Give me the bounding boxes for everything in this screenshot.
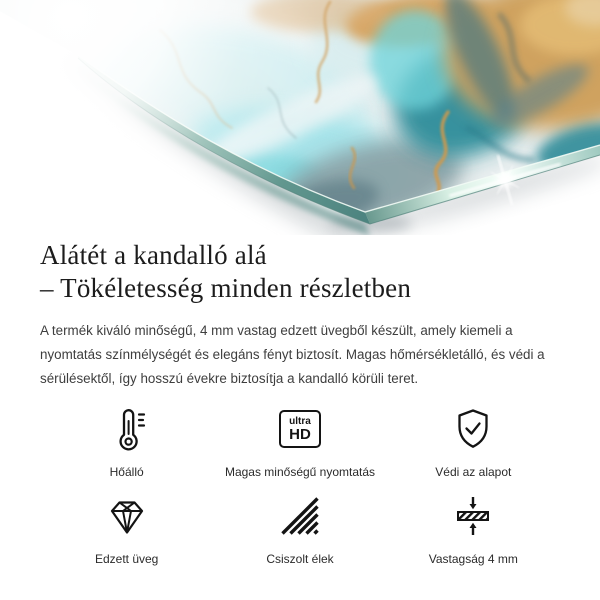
feature-label: Védi az alapot bbox=[435, 465, 512, 479]
page-title-line2: – Tökéletesség minden részletben bbox=[40, 273, 412, 303]
shield-check-icon bbox=[449, 405, 497, 453]
feature-base-protection bbox=[387, 405, 560, 479]
page-title-line1: Alátét a kandalló alá bbox=[40, 240, 267, 270]
diamond-icon bbox=[103, 492, 151, 540]
content-block bbox=[0, 239, 600, 566]
page-title bbox=[40, 239, 560, 305]
ultra-hd-top-text: ultra bbox=[289, 415, 311, 427]
ultra-hd-icon bbox=[279, 410, 321, 448]
feature-tempered-glass bbox=[40, 492, 213, 566]
polished-edges-icon bbox=[276, 492, 324, 540]
product-description: A termék kiváló minőségű, 4 mm vastag edzett üvegből készült, amely kiemeli a nyomtatás színmélységét és elegáns fényt biztosít. Magas hőmérsékletálló, és védi a sérülésektől, így hosszú évekre biztosítja a kandalló körüli teret. bbox=[40, 323, 545, 386]
feature-label: Vastagság 4 mm bbox=[428, 552, 518, 566]
ultra-hd-bottom-text: HD bbox=[289, 425, 311, 443]
feature-heat-resistant bbox=[40, 405, 213, 479]
feature-polished-edges bbox=[213, 492, 386, 566]
feature-thickness bbox=[387, 492, 560, 566]
feature-grid bbox=[40, 405, 560, 566]
thickness-icon bbox=[449, 492, 497, 540]
feature-print-quality bbox=[213, 405, 386, 479]
feature-label: Hőálló bbox=[109, 465, 144, 479]
product-hero-image bbox=[0, 0, 600, 235]
feature-label: Edzett üveg bbox=[94, 552, 159, 566]
glass-panel-art bbox=[0, 0, 600, 235]
feature-label: Magas minőségű nyomtatás bbox=[224, 465, 376, 479]
thermometer-icon bbox=[103, 405, 151, 453]
feature-label: Csiszolt élek bbox=[266, 552, 334, 566]
